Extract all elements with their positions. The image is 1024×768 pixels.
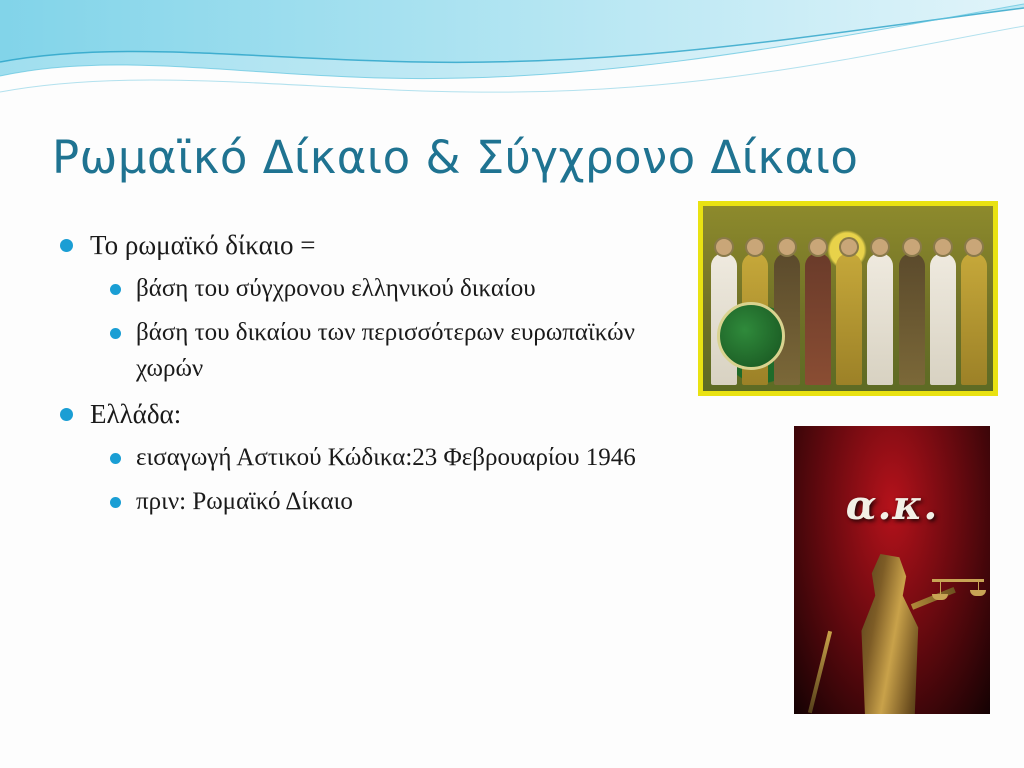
bullet-dot-icon [110,284,121,295]
list-item [44,397,684,432]
bullet-dot-icon [110,497,121,508]
scales-thread [978,581,979,590]
scales-pan [932,594,948,600]
scales-pan [970,590,986,596]
bullet-dot-icon [110,328,121,339]
list-item-label: Ελλάδα: [90,399,182,430]
mosaic-figure [867,253,893,385]
bullet-dot-icon [110,453,121,464]
mosaic-figure [930,253,956,385]
statue-body [846,554,932,714]
page-title: Ρωμαϊκό Δίκαιο & Σύγχρονο Δίκαιο [52,131,859,184]
list-item [44,228,684,263]
mosaic-figure [961,253,987,385]
list-item [44,484,684,520]
bullet-list-level1 [44,228,684,520]
list-item [44,440,684,476]
list-item-label: βάση του δικαίου των περισσότερων ευρωπαϊκών χωρών [136,318,635,383]
mosaic-figure [899,253,925,385]
lady-justice-image [794,426,990,714]
image-caption: α.κ. [845,482,939,529]
list-item-label: πριν: Ρωμαϊκό Δίκαιο [136,488,353,516]
mosaic-shield [717,302,785,370]
bullet-group [44,440,684,521]
bullet-list-level2 [44,271,684,388]
bullet-group [44,271,684,388]
bullet-dot-icon [60,408,73,421]
byzantine-mosaic-image [698,201,998,396]
scales-thread [940,581,941,594]
list-item [44,315,684,388]
slide-body [44,228,684,530]
decorative-wave-header [0,0,1024,110]
list-item-label: εισαγωγή Αστικού Κώδικα:23 Φεβρουαρίου 1946 [136,443,636,471]
mosaic-figure [805,253,831,385]
list-item [44,271,684,307]
statue-sword [808,631,832,713]
mosaic-figure [836,253,862,385]
bullet-list-level2 [44,440,684,521]
list-item-label: βάση του σύγχρονου ελληνικού δικαίου [136,274,536,302]
list-item-label: Το ρωμαϊκό δίκαιο = [90,230,316,260]
bullet-dot-icon [60,239,73,252]
